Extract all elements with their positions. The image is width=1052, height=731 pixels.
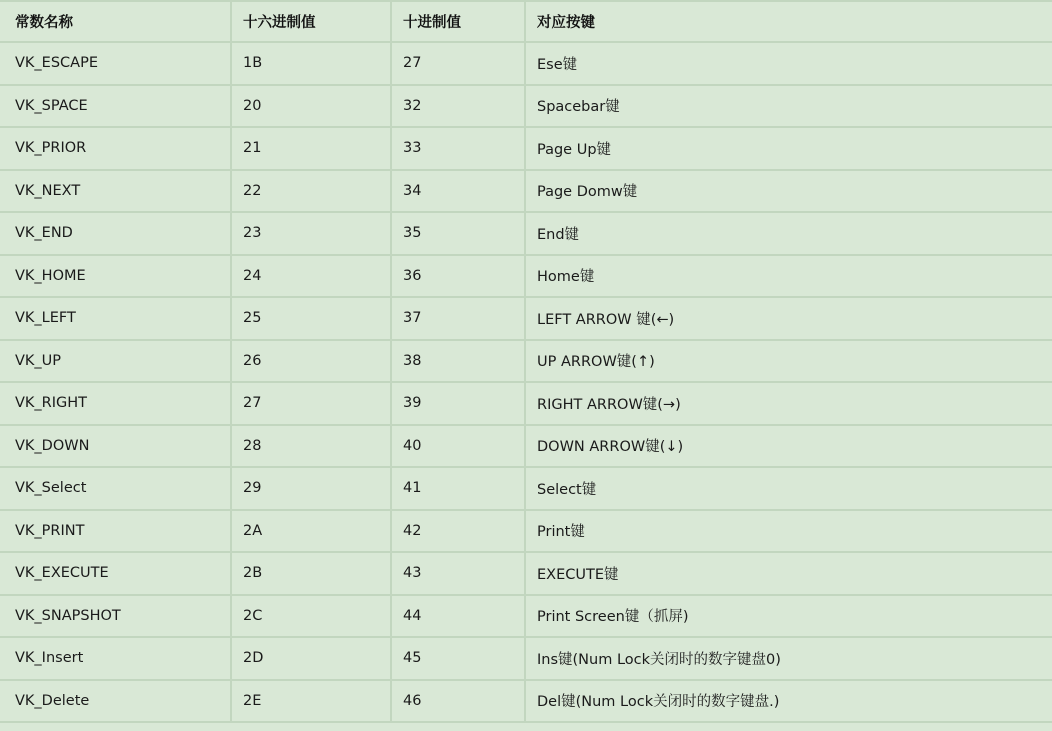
table-row	[0, 255, 1052, 298]
table-row	[0, 425, 1052, 468]
table-row	[0, 510, 1052, 553]
cell-key: EXECUTE键	[525, 552, 1052, 595]
cell-key: Ins键(Num Lock关闭时的数字键盘0)	[525, 637, 1052, 680]
table-row	[0, 85, 1052, 128]
cell-hex-value: 23	[231, 212, 391, 255]
cell-decimal-value: 46	[391, 680, 525, 723]
cell-key: Del键(Num Lock关闭时的数字键盘.)	[525, 680, 1052, 723]
cell-decimal-value: 40	[391, 425, 525, 468]
cell-key: Page Up键	[525, 127, 1052, 170]
cell-hex-value: 2D	[231, 637, 391, 680]
cell-key: DOWN ARROW键(↓)	[525, 425, 1052, 468]
cell-hex-value: 2E	[231, 680, 391, 723]
cell-constant-name: VK_LEFT	[0, 297, 231, 340]
cell-key: End键	[525, 212, 1052, 255]
table-row	[0, 467, 1052, 510]
cell-constant-name: VK_Select	[0, 467, 231, 510]
cell-hex-value: 1B	[231, 42, 391, 85]
cell-hex-value: 20	[231, 85, 391, 128]
cell-constant-name: VK_NEXT	[0, 170, 231, 213]
cell-constant-name: VK_SPACE	[0, 85, 231, 128]
cell-decimal-value: 33	[391, 127, 525, 170]
cell-decimal-value: 36	[391, 255, 525, 298]
table-row	[0, 127, 1052, 170]
table-row	[0, 340, 1052, 383]
cell-constant-name: VK_END	[0, 212, 231, 255]
cell-decimal-value: 34	[391, 170, 525, 213]
cell-constant-name: VK_ESCAPE	[0, 42, 231, 85]
cell-constant-name: VK_Delete	[0, 680, 231, 723]
cell-decimal-value: 43	[391, 552, 525, 595]
cell-key: Spacebar键	[525, 85, 1052, 128]
cell-constant-name: VK_EXECUTE	[0, 552, 231, 595]
cell-decimal-value: 42	[391, 510, 525, 553]
table-row	[0, 382, 1052, 425]
table-row	[0, 170, 1052, 213]
cell-key: Print Screen键（抓屏)	[525, 595, 1052, 638]
cell-decimal-value: 44	[391, 595, 525, 638]
cell-key: LEFT ARROW 键(←)	[525, 297, 1052, 340]
cell-constant-name: VK_PRINT	[0, 510, 231, 553]
cell-decimal-value: 35	[391, 212, 525, 255]
cell-constant-name: VK_SNAPSHOT	[0, 595, 231, 638]
cell-decimal-value: 38	[391, 340, 525, 383]
table-row	[0, 552, 1052, 595]
cell-hex-value: 26	[231, 340, 391, 383]
cell-decimal-value: 32	[391, 85, 525, 128]
cell-hex-value: 22	[231, 170, 391, 213]
cell-hex-value: 29	[231, 467, 391, 510]
cell-constant-name: VK_UP	[0, 340, 231, 383]
header-constant-name: 常数名称	[0, 1, 231, 42]
header-decimal-value: 十进制值	[391, 1, 525, 42]
table-row	[0, 680, 1052, 723]
cell-decimal-value: 27	[391, 42, 525, 85]
cell-hex-value: 2C	[231, 595, 391, 638]
cell-key: Page Domw键	[525, 170, 1052, 213]
cell-key: Ese键	[525, 42, 1052, 85]
cell-constant-name: VK_RIGHT	[0, 382, 231, 425]
cell-hex-value: 25	[231, 297, 391, 340]
cell-decimal-value: 45	[391, 637, 525, 680]
cell-constant-name: VK_DOWN	[0, 425, 231, 468]
header-key: 对应按键	[525, 1, 1052, 42]
table-row	[0, 637, 1052, 680]
cell-hex-value: 21	[231, 127, 391, 170]
cell-hex-value: 28	[231, 425, 391, 468]
cell-hex-value: 2B	[231, 552, 391, 595]
table-row	[0, 42, 1052, 85]
header-row	[0, 1, 1052, 42]
cell-key: UP ARROW键(↑)	[525, 340, 1052, 383]
header-hex-value: 十六进制值	[231, 1, 391, 42]
cell-decimal-value: 39	[391, 382, 525, 425]
cell-key: RIGHT ARROW键(→)	[525, 382, 1052, 425]
cell-constant-name: VK_PRIOR	[0, 127, 231, 170]
cell-key: Select键	[525, 467, 1052, 510]
table-row	[0, 595, 1052, 638]
cell-decimal-value: 37	[391, 297, 525, 340]
table-row	[0, 212, 1052, 255]
cell-decimal-value: 41	[391, 467, 525, 510]
cell-hex-value: 2A	[231, 510, 391, 553]
cell-hex-value: 24	[231, 255, 391, 298]
cell-constant-name: VK_Insert	[0, 637, 231, 680]
cell-key: Home键	[525, 255, 1052, 298]
cell-hex-value: 27	[231, 382, 391, 425]
cell-constant-name: VK_HOME	[0, 255, 231, 298]
table-body	[0, 42, 1052, 722]
table-row	[0, 297, 1052, 340]
cell-key: Print键	[525, 510, 1052, 553]
table-header	[0, 1, 1052, 42]
